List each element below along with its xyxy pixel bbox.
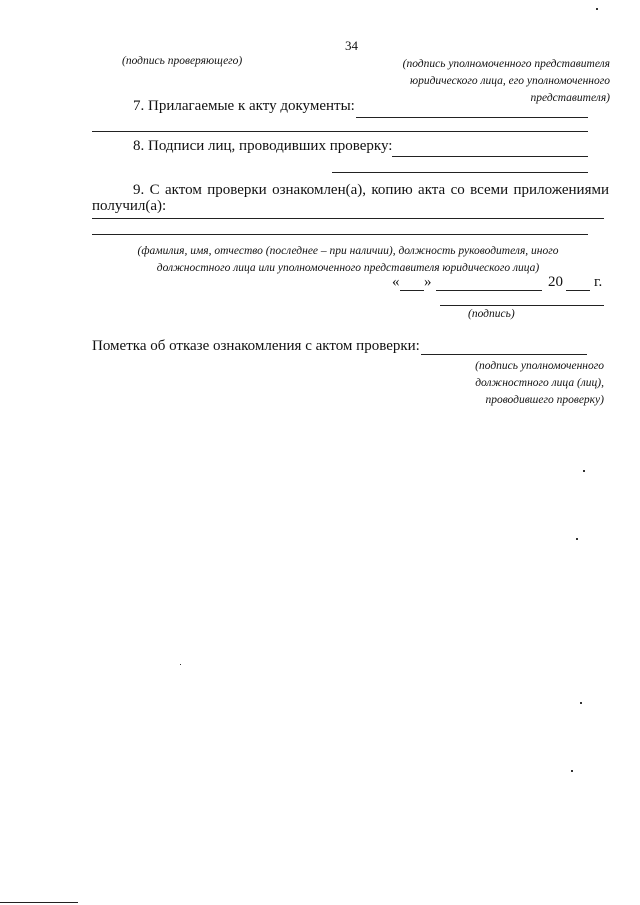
item-7-fill-line-2 [92,131,588,132]
fio-position-caption [92,243,604,277]
representative-caption-line-3: представителя) [530,92,610,104]
date-year-suffix: г. [594,274,603,290]
representative-caption-line-2: юридического лица, его уполномоченного [409,75,610,87]
refusal-fill-line [421,354,587,355]
date-month-blank [436,290,542,291]
item-8-fill-line [392,156,588,157]
scan-speck [180,664,181,665]
scan-speck [571,770,573,772]
item-7-attached-documents: 7. Прилагаемые к акту документы: [133,98,355,114]
scan-speck [580,702,582,704]
signature-line [440,305,604,306]
representative-caption-line-1: (подпись уполномоченного представителя [402,58,610,70]
refusal-caption-line-3: проводившего проверку) [485,394,604,406]
date-year-blank [566,290,590,291]
date-day-blank [400,290,424,291]
date-day-close-quote: » [424,274,432,290]
item-9-fill-line [92,218,604,219]
fio-caption-line-2: должностного лица или уполномоченного представителя юридического лица) [156,262,540,274]
item-8-fill-line-2 [332,172,588,173]
scan-speck [583,470,585,472]
refusal-signature-caption [475,358,604,409]
fio-caption-line-1: (фамилия, имя, отчество (последнее – при наличии), должность руководителя, иного [137,245,559,257]
scan-speck [596,8,598,10]
item-9-fill-line-2 [92,234,588,235]
representative-signature-caption [403,56,610,107]
item-7-fill-line [356,117,588,118]
item-8-inspector-signatures: 8. Подписи лиц, проводивших проверку: [133,138,393,154]
page-number: 34 [345,38,358,53]
date-day-open-quote: « [392,274,400,290]
refusal-caption-line-2: должностного лица (лиц), [475,377,604,389]
footer-rule [0,902,78,903]
refusal-caption-line-1: (подпись уполномоченного [475,360,604,372]
item-9-received: получил(а): [92,198,167,214]
refusal-note-label: Пометка об отказе ознакомления с актом проверки: [92,338,420,354]
inspector-signature-caption: (подпись проверяющего) [122,55,243,67]
signature-caption: (подпись) [468,308,515,320]
item-9-acknowledgement: 9. С актом проверки ознакомлен(а), копию акта со всеми приложениями [133,182,609,198]
scan-speck [576,538,578,540]
date-year-prefix: 20 [548,274,563,290]
